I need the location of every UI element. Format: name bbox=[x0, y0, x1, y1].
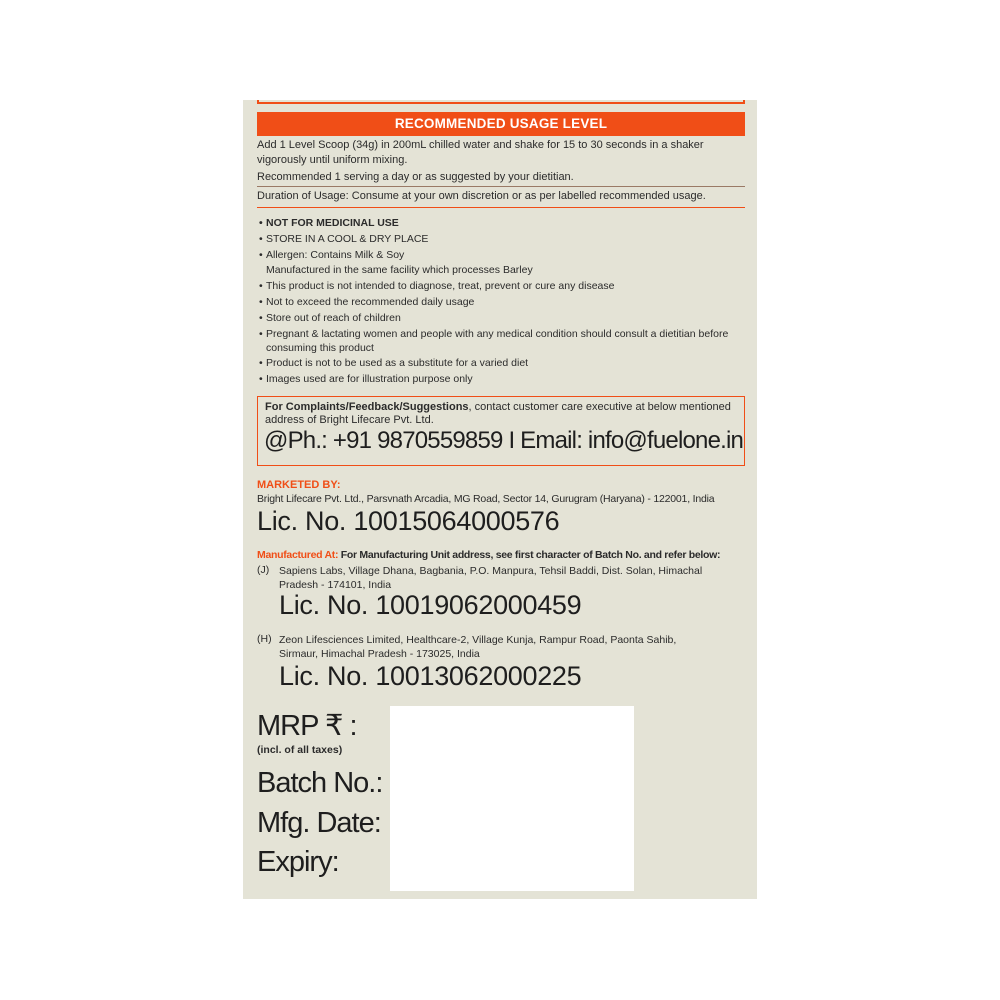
manufactured-at-heading: Manufactured At: bbox=[257, 549, 339, 561]
marketed-by-heading: MARKETED BY: bbox=[257, 479, 341, 491]
unit-h-license: Lic. No. 10013062000225 bbox=[279, 661, 582, 691]
warning-item: • This product is not intended to diagnose, treat, prevent or cure any disease bbox=[259, 279, 749, 294]
unit-j-address-2: Pradesh - 174101, India bbox=[279, 579, 392, 591]
price-batch-print-area bbox=[390, 706, 634, 891]
usage-line-2: vigorously until uniform mixing. bbox=[257, 154, 408, 166]
unit-j-license: Lic. No. 10019062000459 bbox=[279, 590, 582, 620]
warning-item: • Store out of reach of children bbox=[259, 311, 749, 326]
mfg-date-label: Mfg. Date: bbox=[257, 807, 381, 839]
warning-item: • Allergen: Contains Milk & Soy bbox=[259, 248, 749, 263]
unit-j-address-1: Sapiens Labs, Village Dhana, Bagbania, P.O. Manpura, Tehsil Baddi, Dist. Solan, Himachal bbox=[279, 565, 703, 577]
product-label-panel bbox=[243, 100, 757, 899]
warning-item: Manufactured in the same facility which processes Barley bbox=[266, 264, 533, 276]
mrp-label: MRP ₹ : bbox=[257, 710, 357, 742]
unit-code-j: (J) bbox=[257, 564, 270, 576]
usage-heading-bar: RECOMMENDED USAGE LEVEL bbox=[257, 112, 745, 136]
warning-item: • Images used are for illustration purpose only bbox=[259, 372, 749, 387]
complaints-bold-lead: For Complaints/Feedback/Suggestions bbox=[265, 401, 469, 413]
usage-line-1: Add 1 Level Scoop (34g) in 200mL chilled water and shake for 15 to 30 seconds in a shaker bbox=[257, 139, 704, 151]
warning-item: • Not to exceed the recommended daily usage bbox=[259, 295, 749, 310]
warning-item: • STORE IN A COOL & DRY PLACE bbox=[259, 232, 749, 247]
duration-divider bbox=[257, 207, 745, 208]
complaints-box bbox=[257, 396, 745, 466]
usage-divider bbox=[257, 186, 745, 187]
expiry-label: Expiry: bbox=[257, 846, 339, 878]
warning-item: • NOT FOR MEDICINAL USE bbox=[259, 216, 749, 231]
usage-line-3: Recommended 1 serving a day or as suggested by your dietitian. bbox=[257, 171, 574, 183]
complaints-text bbox=[265, 401, 745, 427]
complaints-body: , contact customer care executive at below mentioned address of Bright Lifecare Pvt. Ltd. bbox=[265, 401, 731, 426]
warning-item: • Product is not to be used as a substitute for a varied diet bbox=[259, 356, 749, 371]
tax-note: (incl. of all taxes) bbox=[257, 744, 343, 756]
marketer-license: Lic. No. 10015064000576 bbox=[257, 506, 560, 536]
duration-of-usage: Duration of Usage: Consume at your own discretion or as per labelled recommended usage. bbox=[257, 190, 706, 202]
manufactured-at-instruction: For Manufacturing Unit address, see first character of Batch No. and refer below: bbox=[338, 549, 721, 561]
warning-item: • Pregnant & lactating women and people with any medical condition should consult a dietitian before consuming this product bbox=[259, 327, 749, 355]
warnings-list bbox=[259, 216, 749, 388]
manufactured-at-line bbox=[257, 549, 749, 561]
unit-code-h: (H) bbox=[257, 633, 272, 645]
marketer-address: Bright Lifecare Pvt. Ltd., Parsvnath Arcadia, MG Road, Sector 14, Gurugram (Haryana) - 122001, India bbox=[257, 493, 715, 505]
contact-line: @Ph.: +91 9870559859 I Email: info@fuelone.in bbox=[264, 427, 744, 454]
top-border-rule bbox=[257, 100, 745, 104]
unit-h-address-2: Sirmaur, Himachal Pradesh - 173025, India bbox=[279, 648, 480, 660]
unit-h-address-1: Zeon Lifesciences Limited, Healthcare-2, Village Kunja, Rampur Road, Paonta Sahib, bbox=[279, 634, 677, 646]
batch-label: Batch No.: bbox=[257, 767, 383, 799]
